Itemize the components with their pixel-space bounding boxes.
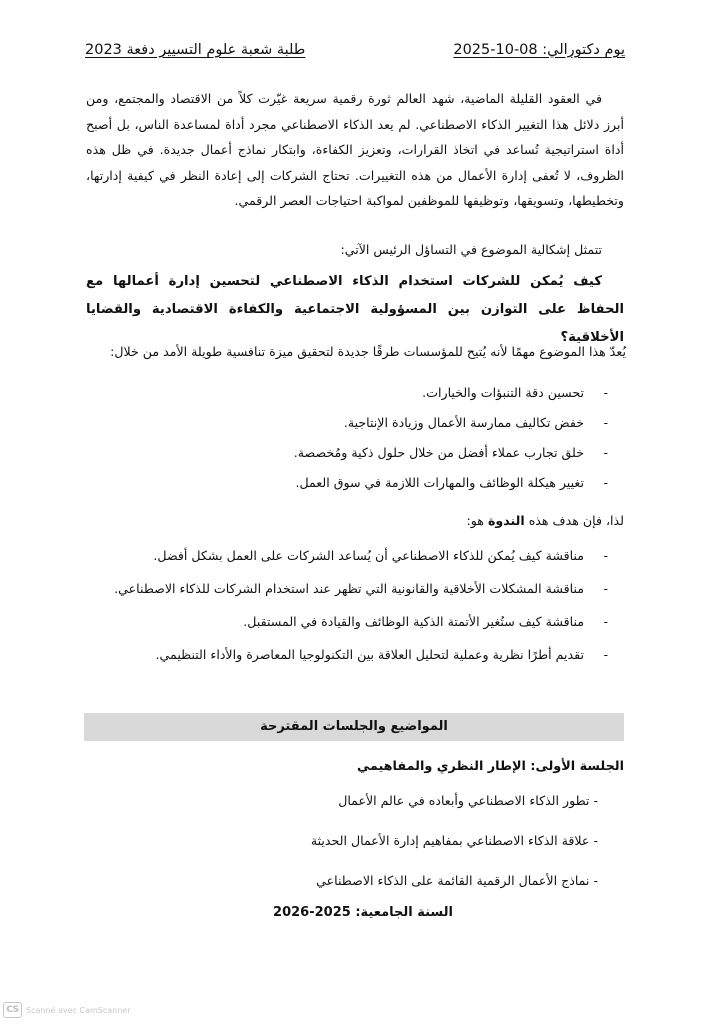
intro-paragraph: في العقود القليلة الماضية، شهد العالم ثورة رقمية سريعة غيّرت كلاً من الاقتصاد والمجتمع، ومن أبرز دلائل هذا التغيير الذكاء الاصطناعي. لم يعد الذكاء الاصطناعي مجرد أداة لمساعدة الناس، بل أصبح أداة استراتيجية تُساعد في اتخاذ القرارات، وتعزيز الكفاءة، وابتكار نماذج أعمال جديدة. في ظل هذه الظروف، لا تُعفى إدارة الأعمال من هذه التغييرات. تحتاج الشركات إلى إعادة النظر في كيفية إدارتها، وتخطيطها، وتسويقها، وتوظيفها للموظفين لمواكبة احتياجات العصر الرقمي.: [86, 91, 624, 208]
document-header: [85, 42, 625, 66]
list-item: [128, 472, 608, 502]
section-heading-proposed-topics: المواضيع والجلسات المقترحة: [84, 713, 624, 741]
dash-bullet: -: [603, 647, 608, 662]
goals-intro-prefix: لذا، فإن هدف هذه: [528, 513, 624, 528]
session-one-topics: [102, 790, 622, 910]
academic-year: السنة الجامعية: 2025-2026: [273, 905, 453, 920]
dash-bullet: -: [603, 548, 608, 563]
doctoral-day-date: يوم دكتورالي: 08-10-2025: [453, 42, 625, 58]
goals-intro: [86, 510, 624, 532]
list-item: [88, 578, 608, 611]
list-item-text: مناقشة المشكلات الأخلاقية والقانونية التي تظهر عند استخدام الشركات للذكاء الاصطناعي.: [114, 581, 584, 596]
dash-bullet: -: [603, 614, 608, 629]
dash-bullet: -: [603, 475, 608, 490]
list-item: [88, 644, 608, 677]
list-item: [128, 442, 608, 472]
list-item-text: تحسين دقة التنبؤات والخيارات.: [422, 385, 584, 400]
benefits-list: [128, 382, 608, 502]
student-cohort-label: طلبة شعبة علوم التسيير دفعة 2023: [85, 42, 306, 58]
dash-bullet: -: [603, 581, 608, 596]
dash-bullet: -: [603, 415, 608, 430]
list-item: [102, 830, 622, 870]
list-item-text: تقديم أطرًا نظرية وعملية لتحليل العلاقة بين التكنولوجيا المعاصرة والأداء التنظيمي.: [155, 647, 584, 662]
list-item: [102, 790, 622, 830]
list-item-text: - نماذج الأعمال الرقمية القائمة على الذكاء الاصطناعي: [316, 873, 598, 888]
list-item-text: مناقشة كيف يُمكن للذكاء الاصطناعي أن يُساعد الشركات على العمل بشكل أفضل.: [153, 548, 584, 563]
goals-list: [88, 545, 608, 677]
list-item-text: خفض تكاليف ممارسة الأعمال وزيادة الإنتاجية.: [343, 415, 584, 430]
dash-bullet: -: [603, 445, 608, 460]
camscanner-watermark: [3, 1000, 131, 1020]
dash-bullet: -: [603, 385, 608, 400]
list-item-text: - علاقة الذكاء الاصطناعي بمفاهيم إدارة الأعمال الحديثة: [310, 833, 598, 848]
list-item-text: - تطور الذكاء الاصطناعي وأبعاده في عالم الأعمال: [338, 793, 598, 808]
camscanner-logo-icon: CS: [3, 1002, 22, 1018]
session-one-title: الجلسة الأولى: الإطار النظري والمفاهيمي: [356, 759, 624, 774]
list-item: [88, 545, 608, 578]
list-item: [128, 412, 608, 442]
list-item-text: تغيير هيكلة الوظائف والمهارات اللازمة في سوق العمل.: [295, 475, 584, 490]
list-item: [88, 611, 608, 644]
list-item-text: خلق تجارب عملاء أفضل من خلال حلول ذكية ومُخصصة.: [293, 445, 584, 460]
goals-intro-bold: الندوة: [487, 513, 525, 528]
problem-statement-intro: تتمثل إشكالية الموضوع في التساؤل الرئيس الآتي:: [340, 242, 602, 257]
importance-intro: يُعدّ هذا الموضوع مهمًا لأنه يُتيح للمؤسسات طرقًا جديدة لتحقيق ميزة تنافسية طويلة الأمد من خلال:: [110, 344, 626, 359]
list-item-text: مناقشة كيف ستُغير الأتمتة الذكية الوظائف والقيادة في المستقبل.: [243, 614, 584, 629]
goals-intro-suffix: هو:: [466, 513, 484, 528]
main-research-question: كيف يُمكن للشركات استخدام الذكاء الاصطناعي لتحسين إدارة أعمالها مع الحفاظ على التوازن بين المسؤولية الاجتماعية والكفاءة الاقتصادية والقضايا الأخلاقية؟: [86, 274, 624, 345]
watermark-text: Scanné avec CamScanner: [26, 1005, 131, 1015]
list-item: [128, 382, 608, 412]
